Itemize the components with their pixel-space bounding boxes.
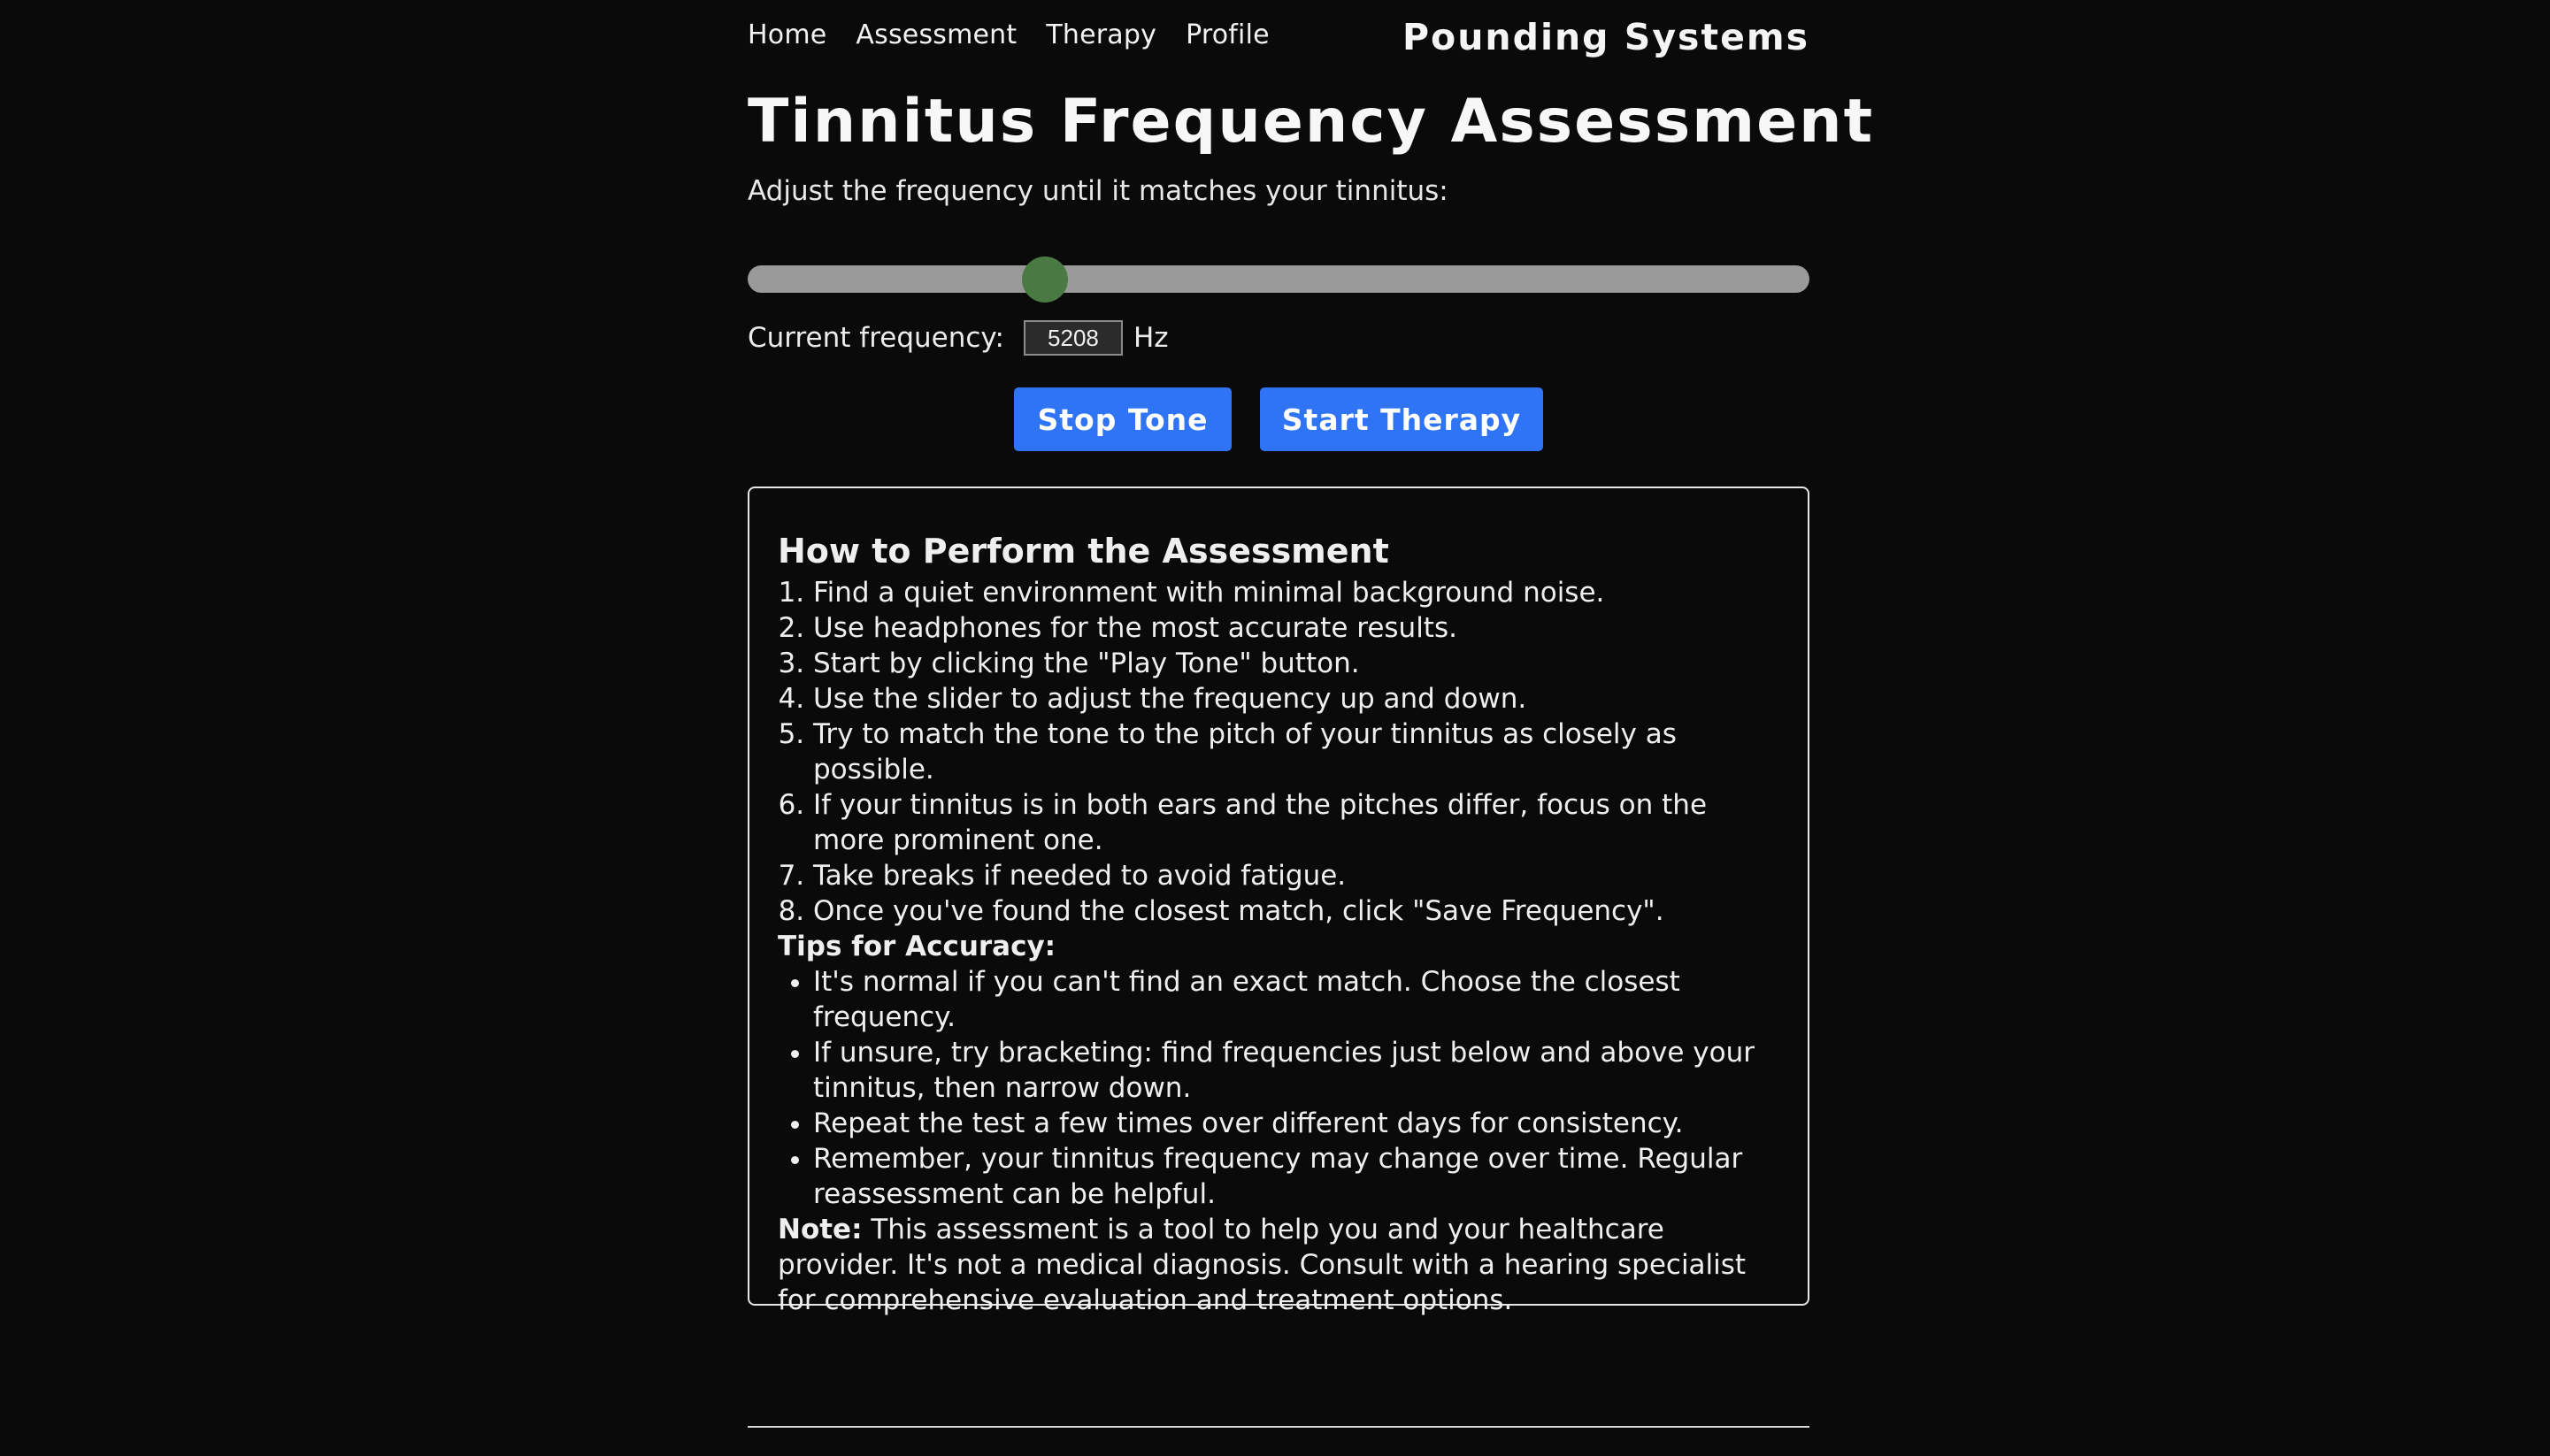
instructions-panel — [748, 487, 1809, 1316]
step-item: 6. If your tinnitus is in both ears and the pitches differ, focus on the more prominent one. — [813, 787, 1786, 858]
tip-item: • If unsure, try bracketing: find frequencies just below and above your tinnitus, then narrow down. — [813, 1035, 1786, 1106]
nav-link-home[interactable]: Home — [748, 19, 827, 50]
step-item: 2. Use headphones for the most accurate results. — [813, 610, 1786, 646]
frequency-label: Current frequency: — [748, 322, 1004, 354]
step-item: 7. Take breaks if needed to avoid fatigue. — [813, 858, 1786, 893]
tip-item: • Repeat the test a few times over different days for consistency. — [813, 1106, 1786, 1141]
frequency-row — [748, 320, 1169, 356]
step-item: 3. Start by clicking the "Play Tone" button. — [813, 646, 1786, 681]
step-item: 8. Once you've found the closest match, click "Save Frequency". — [813, 893, 1786, 929]
nav-links — [748, 19, 1270, 50]
start-therapy-button[interactable]: Start Therapy — [1260, 387, 1543, 451]
nav-link-profile[interactable]: Profile — [1186, 19, 1270, 50]
stop-tone-button[interactable]: Stop Tone — [1014, 387, 1232, 451]
frequency-slider-track[interactable] — [748, 265, 1809, 293]
step-item: 5. Try to match the tone to the pitch of your tinnitus as closely as possible. — [813, 717, 1786, 787]
step-item: 1. Find a quiet environment with minimal background noise. — [813, 575, 1786, 610]
instruction-text: Adjust the frequency until it matches your tinnitus: — [748, 175, 1448, 207]
tip-item: • It's normal if you can't find an exact match. Choose the closest frequency. — [813, 964, 1786, 1035]
note-label: Note: — [778, 1214, 863, 1245]
instructions-heading: How to Perform the Assessment — [778, 532, 1389, 571]
instructions-content — [778, 529, 1786, 1318]
frequency-unit: Hz — [1133, 322, 1169, 354]
tips-list — [778, 964, 1786, 1212]
nav-link-assessment[interactable]: Assessment — [856, 19, 1018, 50]
steps-list — [778, 575, 1786, 929]
page-title: Tinnitus Frequency Assessment — [748, 87, 1875, 157]
step-item: 4. Use the slider to adjust the frequency up and down. — [813, 681, 1786, 717]
top-nav — [748, 16, 1809, 60]
footer-divider — [748, 1426, 1809, 1428]
brand-logo-text[interactable]: Pounding Systems — [1402, 16, 1809, 58]
nav-link-therapy[interactable]: Therapy — [1046, 19, 1157, 50]
tips-heading: Tips for Accuracy: — [778, 931, 1056, 962]
frequency-slider-thumb[interactable] — [1022, 257, 1068, 303]
frequency-input[interactable] — [1024, 320, 1123, 356]
note-paragraph — [778, 1212, 1786, 1318]
tip-item: • Remember, your tinnitus frequency may change over time. Regular reassessment can be helpful. — [813, 1141, 1786, 1212]
note-text: This assessment is a tool to help you and your healthcare provider. It's not a medical diagnosis. Consult with a hearing specialist for comprehensive evaluation and treatment options. — [778, 1214, 1747, 1316]
